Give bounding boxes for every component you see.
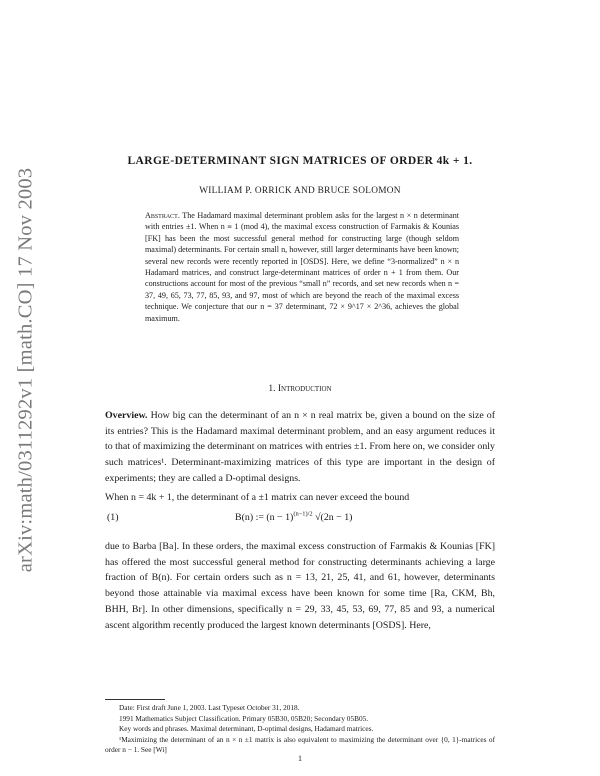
abstract: [145, 210, 459, 324]
equation-exponent: (n−1)/2: [293, 510, 313, 518]
equation-number: (1): [107, 512, 119, 523]
overview-label: Overview.: [105, 410, 148, 421]
footnote-1: ¹Maximizing the determinant of an n × n ±1 matrix is also equivalent to maximizing the determinant over {0, 1}-matrices of order n − 1. See [Wi]: [105, 734, 495, 755]
paragraph-2: When n = 4k + 1, the determinant of a ±1 matrix can never exceed the bound: [105, 492, 410, 503]
equation-body: [235, 512, 352, 523]
footnote-rule: [105, 699, 165, 700]
paper-title: LARGE-DETERMINANT SIGN MATRICES OF ORDER 4k + 1.: [127, 155, 473, 167]
page-number: 1: [298, 754, 302, 763]
footnote-msc: 1991 Mathematics Subject Classification. Primary 05B30, 05B20; Secondary 05B05.: [119, 713, 369, 723]
abstract-text: The Hadamard maximal determinant problem asks for the largest n × n determinant with entries ±1. When n ≡ 1 (mod 4), the maximal excess construction of Farmakis & Kounias [FK] has been the most successful general method for constructing large (though seldom maximal) determinants. For certain small n, however, still larger determinants have been known; several new records were recently reported in [OSDS]. Here, we define “3-normalized” n × n Hadamard matrices, and construct large-determinant matrices of order n + 1 from them. Our constructions account for most of the previous “small n” records, and set new records when n = 37, 49, 65, 73, 77, 85, 93, and 97, most of which are beyond the reach of the maximal excess technique. We conjecture that our n = 37 determinant, 72 × 9^17 × 2^36, achieves the global maximum.: [145, 211, 459, 323]
footnotes: [105, 703, 495, 756]
paper-authors: WILLIAM P. ORRICK AND BRUCE SOLOMON: [199, 186, 401, 196]
arxiv-stamp: [6, 150, 46, 590]
section-heading: [105, 384, 495, 394]
arxiv-stamp-text: arXiv:math/0311292v1 [math.CO] 17 Nov 2003: [14, 167, 37, 573]
footnote-date: Date: First draft June 1, 2003. Last Typeset October 31, 2018.: [119, 703, 300, 712]
section-number: 1.: [268, 384, 276, 394]
overview-text: How big can the determinant of an n × n real matrix be, given a bound on the size of its entries? This is the Hadamard maximal determinant problem, and an easy argument reduces it to that of maximizing the determinant on matrices with entries ±1. From here on, we consider only such matrices¹. Determinant-maximizing matrices of this type are important in the design of experiments; they are called a D-optimal designs.: [105, 410, 495, 484]
abstract-label: Abstract.: [145, 211, 180, 220]
footnote-keywords: Key words and phrases. Maximal determinant, D-optimal designs, Hadamard matrices.: [119, 724, 374, 734]
paragraph-3: due to Barba [Ba]. In these orders, the maximal excess construction of Farmakis & Kounias [FK] has offered the most successful general method for constructing determinants achieving a large fraction of B(n). For certain orders such as n = 13, 21, 25, 41, and 61, however, determinants beyond those attainable via maximal excess have been known for some time [Ra, CKM, Bh, BHH, Br]. In other dimensions, specifically n = 29, 33, 45, 53, 69, 77, 85 and 93, a numerical ascent algorithm recently produced the largest known determinants [OSDS]. Here,: [105, 541, 495, 631]
equation-1: [105, 511, 495, 531]
section-title: Introduction: [277, 384, 332, 394]
overview-paragraph: [105, 408, 495, 487]
equation-lhs: B(n) := (n − 1): [235, 512, 294, 523]
equation-rhs: √(2n − 1): [315, 512, 353, 523]
